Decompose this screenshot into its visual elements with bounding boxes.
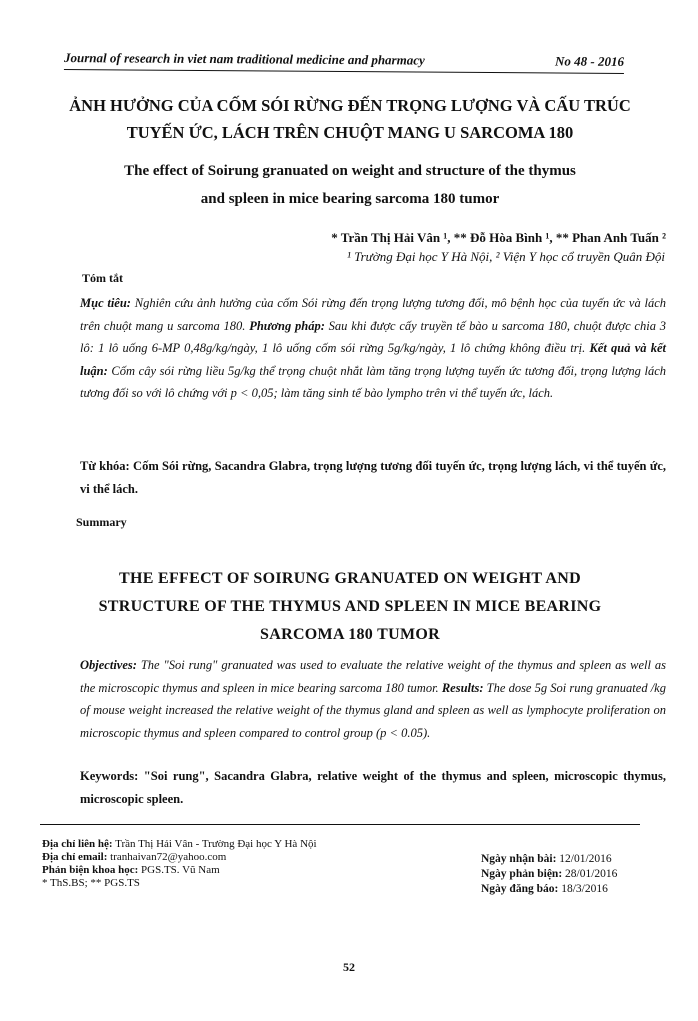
summary-heading: Summary [76,515,127,529]
label: Phương pháp: [249,318,325,333]
text: Cốm Sói rừng, Sacandra Glabra, trọng lượng tương đối tuyến ức, trọng lượng lách, vi thể tuyến ức, vi thể lách. [80,459,667,496]
title-line: ẢNH HƯỞNG CỦA CỐM SÓI RỪNG ĐẾN TRỌNG LƯỢNG VÀ CẤU TRÚC [69,96,631,115]
abstract-vietnamese [80,292,666,405]
footer-divider [40,824,640,825]
abstract-heading: Tóm tắt [82,271,123,285]
label: Kết quả và kết luận: [80,341,666,378]
title-vietnamese [40,92,660,146]
label: Keywords: [80,769,139,783]
footer-line: Địa chỉ email: tranhaivan72@yahoo.com [42,851,227,863]
text: Nghiên cứu ảnh hưởng của cốm Sói rừng đến trọng lượng tương đối, mô bệnh học của tuyến ức và lách trên chuột mang u sarcoma 180. [80,296,666,333]
footer-line: * ThS.BS; ** PGS.TS [42,877,140,889]
issue-number: No 48 - 2016 [554,53,625,69]
running-header [64,50,624,74]
journal-name: Journal of research in viet nam traditional medicine and pharmacy [63,50,425,68]
affiliations: ¹ Trường Đại học Y Hà Nội, ² Viện Y học cổ truyền Quân Đội [346,249,665,264]
label: Objectives: [80,658,137,672]
title-line: SARCOMA 180 TUMOR [260,626,440,643]
authors: * Trần Thị Hải Vân ¹, ** Đỗ Hòa Bình ¹, ** Phan Anh Tuấn ² [331,230,666,245]
label: Mục tiêu: [80,296,131,310]
title-line: THE EFFECT OF SOIRUNG GRANUATED ON WEIGHT AND [118,570,581,587]
label: Results: [441,680,484,695]
title-line: STRUCTURE OF THE THYMUS AND SPLEEN IN MICE BEARING [98,598,602,615]
footer-line: Ngày phản biện: 28/01/2016 [481,868,618,880]
footer-dates [481,852,617,897]
footer-contact [42,838,317,890]
text: Cốm cây sói rừng liều 5g/kg thể trọng chuột nhắt làm tăng trọng lượng tuyến ức tương đối, trọng lượng lách tương đối so với lô chứng với p < 0,05; làm tăng sinh tế bào lympho trên vi thể tuyến ức, lách. [80,363,666,400]
text: The dose 5g Soi rung granuated /kg of mouse weight increased the relative weight of the thymus gland and spleen as well as lymphocyte proliferation on microscopic thymus and spleen compared to control group (p < 0.05). [80,680,666,740]
page-number: 52 [343,960,355,974]
footer-line: Địa chỉ liên hệ: Trần Thị Hải Vân - Trường Đại học Y Hà Nội [42,838,317,850]
text: The "Soi rung" granuated was used to evaluate the relative weight of the thymus and spleen as well as the microscopic thymus and spleen in mice bearing sarcoma 180 tumor. [80,658,666,695]
text: Sau khi được cấy truyền tế bào u sarcoma 180, chuột được chia 3 lô: 1 lô uống 6-MP 0,48g/kg/ngày, 1 lô uống cốm sói rừng 5g/kg/ngày, 1 lô chứng không điều trị. [80,318,666,355]
abstract-english [80,654,666,744]
label: Từ khóa: [80,459,130,473]
summary-title [40,565,660,649]
footer-line: Ngày nhận bài: 12/01/2016 [481,853,612,865]
title-english [40,157,660,213]
footer-line: Ngày đăng báo: 18/3/2016 [481,883,608,895]
keywords-vietnamese [80,455,666,500]
title-line: The effect of Soirung granuated on weight and structure of the thymus [124,163,576,179]
title-line: and spleen in mice bearing sarcoma 180 tumor [200,191,500,207]
title-line: TUYẾN ỨC, LÁCH TRÊN CHUỘT MANG U SARCOMA 180 [126,123,574,142]
keywords-english [80,765,666,810]
text: "Soi rung", Sacandra Glabra, relative weight of the thymus and spleen, microscopic thymus, microscopic spleen. [80,769,666,806]
footer-line: Phản biện khoa học: PGS.TS. Vũ Nam [42,864,220,876]
